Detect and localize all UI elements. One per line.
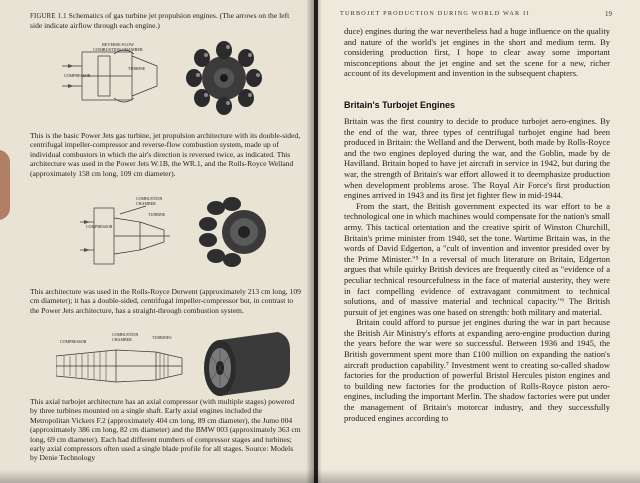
caption-axial: This axial turbojet architecture has an axial compressor (with multiple stages) powered by three turbines mounted on a single shaft. Early axial engines included the Metropolitan Vickers F.2 (approximately 404 cm long, 89 cm diameter), the Jumo 004 (approximately 386 cm long, 82 cm diameter) and the BMW 003 (approximately 363 cm long, 69 cm diameter). Each had different numbers of compressor stages and turbines; early axial compressors often used a single blade profile for all stages. Source: Models by Denie Technology [30, 397, 301, 463]
fig3-turbines-label: TURBINES [152, 335, 172, 340]
fig2-combustion-label: COMBUSTION CHAMBER [136, 196, 163, 206]
paragraph-1: Britain was the first country to decide to produce turbojet aero-engines. By the end of the war, three types of centrifugal turbojet engine had been produced in Britain: the Welland and the Derwent, both made by Rolls-Royce and the two engines deployed during the war, and the Goblin, made by de Havilland. Britain hoped to have jet aircraft in service in 1942, but during the war, the strength of Britain's war effort allowed it to deemphasize production when development problems arose. The Royal Air Force's first production engines arrived in 1943 and its first jet fighter flew in mid-1944. [344, 116, 610, 201]
caption-derwent: This architecture was used in the Rolls-Royce Derwent (approximately 213 cm long, 109 cm diameter); it has a double-sided, centrifugal impeller-compressor but, in contrast to the Power Jets architecture, has a straight-through combustion system. [30, 287, 301, 315]
figure-label: FIGURE 1.1 [30, 13, 67, 20]
right-page [318, 0, 640, 483]
running-head: TURBOJET PRODUCTION DURING WORLD WAR II [340, 10, 530, 17]
caption-power-jets: This is the basic Power Jets gas turbine, jet propulsion architecture with its double-sided, centrifugal impeller-compressor and reverse-flow combustion system, made up of individual combustors in which the air's direction is reversed twice, as indicated. This architecture was used in the Power Jets W.1B, the WR.1, and the Rolls-Royce Welland (approximately 158 cm long, 109 cm diameter). [30, 131, 301, 178]
thumb [0, 150, 10, 220]
page-shadow [0, 469, 640, 483]
fig1-flow-label: REVERSE-FLOW COMBUSTION CHAMBER [93, 42, 143, 52]
fig1-compressor-label: COMPRESSOR [64, 73, 91, 78]
book-spine [306, 0, 322, 483]
section-title: Britain's Turbojet Engines [344, 100, 455, 110]
fig3-combustion-label: COMBUSTION CHAMBER [112, 332, 139, 342]
figure-caption [30, 11, 300, 31]
paragraph-3: Britain could afford to pursue jet engines during the war in part because the British Air Ministry's efforts at expanding aero-engine production during the years before the war were so successful. Between 1936 and 1945, the British government spent more than £100 million on expanding the nation's aircraft production capability.⁷ Investment went to creating so-called shadow factories for the production of powerful Bristol Hercules piston engines and to building new factories for the production of Rolls-Royce piston aero-engines, including the important Merlin. The shadow factories were put under the management of Britain's motorcar industry, and they successfully produced engines according to [344, 317, 610, 423]
body-paragraphs [344, 116, 610, 423]
derwent-engine-render [194, 196, 276, 268]
fig2-turbine-label: TURBINE [148, 212, 166, 217]
paragraph-2: From the start, the British government expected its war effort to be a technological one in which machines would compensate for the nation's small army. This tactical orientation and the creative spirit of Winston Churchill, Britain's prime minister from 1940, set the tone. Wartime Britain was, in the words of David Edgerton, a "cult of invention and inventor presided over by the Prime Minister."⁵ In a reversal of much literature on Britain, Edgerton argues that while quirky British devices are frequently cited as "evidence of a peculiar technical resourcefulness in the face of material austerity, they were in fact compelling evidence of extravagant commitment to technical solutions, and of massive material and technical capacity."⁶ The British pursuit of jet engines was one based on strength: both military and material. [344, 200, 610, 317]
figure-caption-text: Schematics of gas turbine jet propulsion engines. (The arrows on the left side indicate airflow through each engine.) [30, 11, 290, 31]
fig1-turbine-label: TURBINE [128, 66, 146, 71]
left-page [0, 0, 314, 483]
axial-engine-render [198, 330, 292, 406]
page-number: 19 [605, 10, 612, 18]
welland-engine-render [176, 40, 272, 116]
intro-text: duce) engines during the war nevertheless had a huge influence on the quality and nature of the world's jet engines in the short and medium term. By considering production first, I hope to clear away some important misconceptions about the jet engine and set the scene for a new, richer account of its development and invention in the subsequent chapters. [344, 26, 610, 79]
fig3-compressor-label: COMPRESSOR [60, 339, 87, 344]
fig2-compressor-label: COMPRESSOR [86, 224, 113, 229]
intro-paragraph [344, 26, 610, 79]
